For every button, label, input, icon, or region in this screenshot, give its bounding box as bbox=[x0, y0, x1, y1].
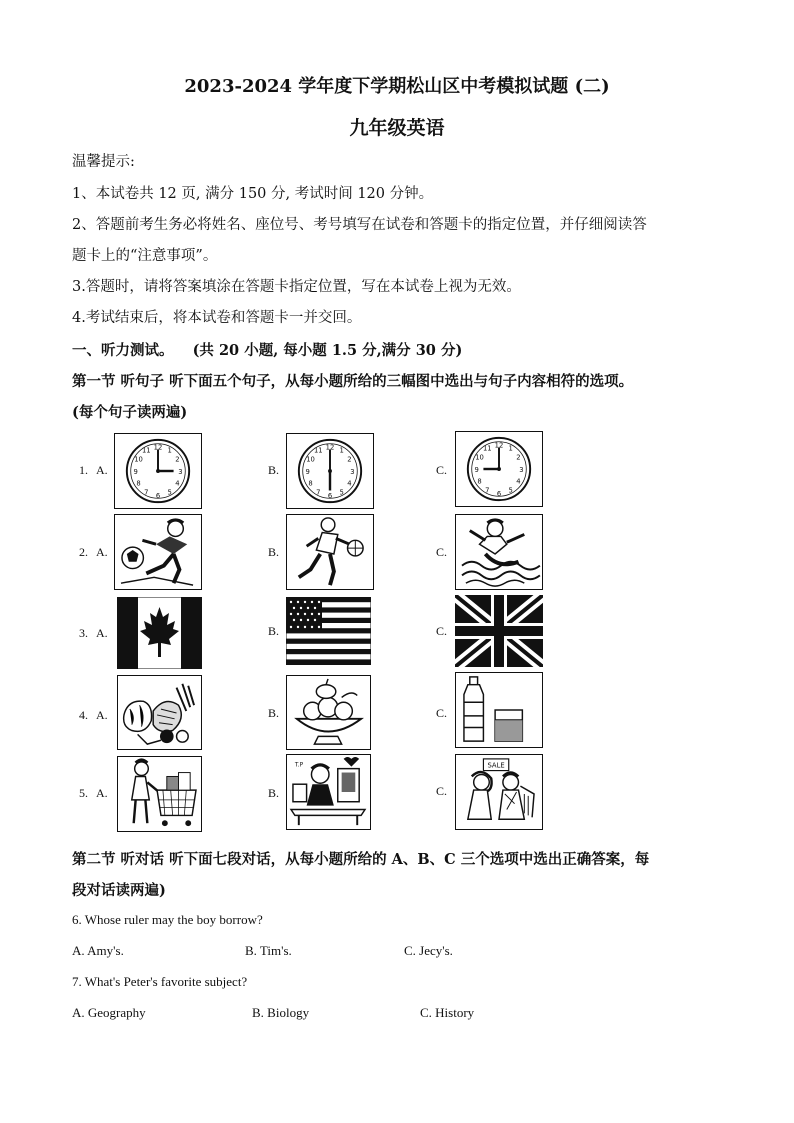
question-6-option-a[interactable]: A. Amy's. bbox=[72, 943, 124, 958]
option-picture-3b[interactable] bbox=[286, 597, 371, 665]
svg-text:8: 8 bbox=[136, 479, 141, 488]
question-number: 3. bbox=[79, 626, 88, 640]
svg-text:10: 10 bbox=[306, 455, 315, 464]
option-picture-1b[interactable] bbox=[286, 433, 374, 509]
part2-instruction-line1: 第二节 听对话 听下面七段对话，从每小题所给的 A、B、C 三个选项中选出正确答案，每 bbox=[72, 851, 650, 868]
svg-text:6: 6 bbox=[327, 492, 333, 501]
svg-text:12: 12 bbox=[494, 441, 504, 450]
part1-instruction-line2: (每个句子读两遍) bbox=[72, 404, 188, 421]
option-label-b: B. bbox=[268, 463, 280, 477]
fruit-bowl-icon bbox=[287, 676, 370, 749]
notice-item-1: 1、本试卷共 12 页, 满分 150 分, 考试时间 120 分钟。 bbox=[72, 186, 434, 202]
question-6-option-c[interactable]: C. Jecy's. bbox=[404, 943, 453, 958]
option-picture-4b[interactable] bbox=[286, 675, 371, 750]
svg-text:4: 4 bbox=[175, 479, 180, 488]
svg-text:4: 4 bbox=[347, 479, 352, 488]
svg-text:2: 2 bbox=[175, 455, 180, 464]
svg-text:5: 5 bbox=[167, 488, 172, 497]
svg-text:5: 5 bbox=[339, 488, 344, 497]
svg-text:3: 3 bbox=[178, 467, 183, 476]
option-label-b: B. bbox=[268, 786, 280, 800]
option-picture-2c[interactable] bbox=[455, 514, 543, 590]
soccer-player-icon bbox=[115, 515, 201, 589]
question-7-option-a[interactable]: A. Geography bbox=[72, 1005, 146, 1020]
svg-text:1: 1 bbox=[508, 444, 513, 453]
notice-item-3: 3.答题时，请将答案填涂在答题卡指定位置，写在本试卷上视为无效。 bbox=[72, 279, 521, 295]
notice-item-2-line2: 题卡上的“注意事项”。 bbox=[72, 248, 218, 264]
swimmer-icon bbox=[456, 515, 542, 589]
svg-text:11: 11 bbox=[313, 446, 323, 455]
water-bottle-icon bbox=[456, 673, 542, 747]
svg-text:6: 6 bbox=[496, 490, 502, 499]
svg-text:11: 11 bbox=[141, 446, 151, 455]
svg-text:2: 2 bbox=[347, 455, 352, 464]
option-label-c: C. bbox=[436, 463, 448, 477]
option-label-c: C. bbox=[436, 624, 448, 638]
option-label-a: A. bbox=[96, 463, 108, 477]
usa-flag-icon bbox=[286, 597, 371, 665]
svg-text:9: 9 bbox=[474, 465, 479, 474]
question-number: 2. bbox=[79, 545, 88, 559]
option-picture-4c[interactable] bbox=[455, 672, 543, 748]
vegetables-icon bbox=[118, 676, 201, 749]
svg-text:5: 5 bbox=[508, 486, 513, 495]
svg-text:7: 7 bbox=[144, 488, 149, 497]
svg-text:10: 10 bbox=[134, 455, 143, 464]
option-label-a: A. bbox=[96, 708, 108, 722]
notice-item-4: 4.考试结束后，将本试卷和答题卡一并交回。 bbox=[72, 310, 362, 326]
option-label-a: A. bbox=[96, 786, 108, 800]
part1-instruction-line1: 第一节 听句子 听下面五个句子，从每小题所给的三幅图中选出与句子内容相符的选项。 bbox=[72, 373, 634, 390]
option-picture-5c[interactable] bbox=[455, 754, 543, 830]
svg-text:T.P: T.P bbox=[294, 762, 304, 769]
option-label-b: B. bbox=[268, 545, 280, 559]
sale-shopping-icon bbox=[456, 755, 542, 829]
canada-flag-icon bbox=[117, 597, 202, 669]
option-picture-5a[interactable] bbox=[117, 756, 202, 832]
svg-text:9: 9 bbox=[305, 467, 310, 476]
question-7-stem: 7. What's Peter's favorite subject? bbox=[72, 974, 248, 989]
exam-subtitle: 九年级英语 bbox=[349, 117, 445, 139]
question-number: 1. bbox=[79, 463, 88, 477]
svg-text:6: 6 bbox=[155, 492, 161, 501]
svg-text:11: 11 bbox=[482, 444, 492, 453]
svg-text:12: 12 bbox=[325, 443, 335, 452]
svg-text:7: 7 bbox=[316, 488, 321, 497]
section1-detail: (共 20 小题, 每小题 1.5 分,满分 30 分) bbox=[192, 342, 463, 359]
svg-text:8: 8 bbox=[477, 477, 482, 486]
svg-text:9: 9 bbox=[133, 467, 138, 476]
question-number: 4. bbox=[79, 708, 88, 722]
part2-instruction-line2: 段对话读两遍) bbox=[72, 882, 166, 899]
option-label-c: C. bbox=[436, 706, 448, 720]
clock-icon bbox=[115, 434, 201, 508]
option-label-a: A. bbox=[96, 626, 108, 640]
option-picture-4a[interactable] bbox=[117, 675, 202, 750]
svg-text:12: 12 bbox=[153, 443, 163, 452]
option-picture-1c[interactable] bbox=[455, 431, 543, 507]
option-label-c: C. bbox=[436, 545, 448, 559]
svg-text:1: 1 bbox=[339, 446, 344, 455]
question-7-option-c[interactable]: C. History bbox=[420, 1005, 475, 1020]
section1-title: 一、听力测试。 bbox=[72, 342, 174, 359]
question-7-option-b[interactable]: B. Biology bbox=[252, 1005, 310, 1020]
svg-text:2: 2 bbox=[516, 453, 521, 462]
option-label-b: B. bbox=[268, 624, 280, 638]
svg-text:10: 10 bbox=[475, 453, 484, 462]
exam-title: 2023-2024 学年度下学期松山区中考模拟试题 (二) bbox=[184, 76, 610, 97]
svg-text:3: 3 bbox=[519, 465, 524, 474]
svg-text:3: 3 bbox=[350, 467, 355, 476]
notice-item-2-line1: 2、答题前考生务必将姓名、座位号、考号填写在试卷和答题卡的指定位置，并仔细阅读答 bbox=[72, 217, 647, 233]
question-number: 5. bbox=[79, 786, 88, 800]
svg-text:1: 1 bbox=[167, 446, 172, 455]
option-picture-1a[interactable] bbox=[114, 433, 202, 509]
svg-text:8: 8 bbox=[308, 479, 313, 488]
basketball-player-icon bbox=[287, 515, 373, 589]
option-picture-3a[interactable] bbox=[117, 597, 202, 669]
shopping-cart-icon bbox=[118, 757, 201, 831]
section1-heading bbox=[72, 339, 462, 360]
clock-icon bbox=[287, 434, 373, 508]
question-6-option-b[interactable]: B. Tim's. bbox=[245, 943, 292, 958]
clock-icon bbox=[456, 432, 542, 506]
option-label-b: B. bbox=[268, 706, 280, 720]
option-picture-2a[interactable] bbox=[114, 514, 202, 590]
option-picture-2b[interactable] bbox=[286, 514, 374, 590]
svg-text:7: 7 bbox=[485, 486, 490, 495]
uk-flag-icon bbox=[455, 595, 543, 667]
question-6-stem: 6. Whose ruler may the boy borrow? bbox=[72, 912, 263, 927]
sale-sign-text: SALE bbox=[487, 761, 505, 770]
svg-text:4: 4 bbox=[516, 477, 521, 486]
option-picture-5b[interactable] bbox=[286, 754, 371, 830]
man-at-desk-icon bbox=[287, 755, 370, 829]
option-label-a: A. bbox=[96, 545, 108, 559]
notice-heading: 温馨提示: bbox=[72, 154, 135, 170]
option-label-c: C. bbox=[436, 784, 448, 798]
option-picture-3c[interactable] bbox=[455, 595, 543, 667]
